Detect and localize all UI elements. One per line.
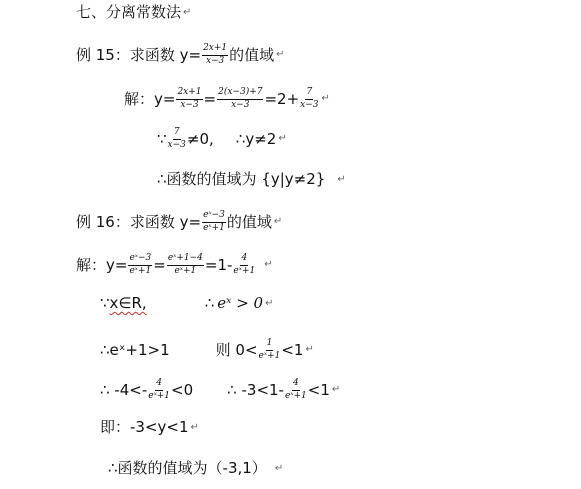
because-symbol: ∵ [157, 129, 167, 148]
fraction-numerator: 2(x−3)+7 [217, 88, 263, 99]
inequality-2-suffix: <1 [307, 380, 330, 399]
solution-fraction-2 [217, 88, 263, 110]
example-16-conclusion [100, 420, 199, 435]
conclusion-text: 即：-3<y<1 [100, 418, 189, 436]
fraction-numerator: 7 [305, 88, 313, 99]
exp-plus-one-gt-one: ∴eˣ+1>1 [100, 340, 170, 359]
paragraph-mark-icon: ↵ [273, 216, 283, 227]
equals-sign: = [203, 89, 217, 108]
paragraph-mark-icon: ↵ [190, 421, 199, 433]
then-prefix: 则 0< [215, 340, 258, 359]
exp-positive: eˣ > 0 [217, 294, 264, 312]
solution-prefix: 解：y= [124, 89, 176, 108]
fraction-denominator: x−3 [167, 139, 186, 150]
range-statement: ∴函数的值域为 {y|y≠2} [157, 170, 326, 188]
example-15-range [157, 172, 346, 187]
therefore-symbol: ∴ [204, 294, 215, 312]
solution-fraction-1 [176, 88, 202, 110]
x-in-reals: x∈R, [109, 294, 147, 312]
fraction-numerator: 7 [173, 128, 181, 139]
fraction-denominator: eˣ+1 [258, 350, 281, 361]
example-16-function-fraction [202, 211, 226, 233]
solution-middle: =1- [204, 255, 233, 274]
paragraph-mark-icon: ↵ [278, 133, 287, 144]
fraction-numerator: 4 [292, 379, 300, 390]
fraction-numerator: eˣ−3 [128, 254, 152, 265]
section-heading [76, 5, 191, 20]
example-16-title [76, 207, 282, 237]
condition-fraction [168, 128, 186, 150]
fraction-numerator: eˣ−3 [202, 211, 226, 222]
fraction-denominator: eˣ+1 [174, 265, 197, 276]
solution-fraction-1 [128, 254, 152, 276]
solution-prefix: 解：y= [76, 255, 128, 274]
paragraph-mark-icon: ↵ [264, 259, 273, 270]
paragraph-mark-icon: ↵ [305, 344, 314, 355]
example-16-step-inequality [100, 375, 340, 405]
fraction-numerator: 4 [155, 379, 163, 390]
example-15-condition [157, 124, 287, 154]
fraction-numerator: 1 [266, 339, 274, 350]
inequality-2-prefix: ∴ -3<1- [227, 380, 284, 399]
example-15-label-tail: 的值域 [229, 45, 275, 64]
then-suffix: <1 [281, 340, 304, 359]
example-16-solution [76, 250, 273, 280]
fraction-denominator: eˣ+1 [203, 222, 225, 233]
then-fraction [259, 339, 281, 361]
inequality-1-fraction [148, 379, 170, 401]
inequality-2-fraction [285, 379, 307, 401]
paragraph-mark-icon: ↵ [265, 297, 274, 309]
fraction-denominator: x−3 [300, 99, 319, 110]
paragraph-mark-icon: ↵ [337, 173, 346, 185]
example-15-title [76, 40, 285, 70]
example-16-step-domain [100, 296, 273, 311]
solution-fraction-3 [233, 254, 255, 276]
fraction-denominator: x−3 [231, 99, 250, 110]
fraction-numerator: 2x+1 [176, 88, 202, 99]
because-symbol: ∵ [100, 294, 110, 312]
fraction-numerator: eˣ+1−4 [167, 254, 204, 265]
paragraph-mark-icon: ↵ [274, 462, 284, 474]
inequality-1-prefix: ∴ -4<- [100, 380, 148, 399]
example-15-label: 例 15：求函数 y= [76, 45, 202, 64]
paragraph-mark-icon: ↵ [331, 384, 341, 395]
fraction-numerator: 2x+1 [202, 44, 228, 55]
range-statement: ∴函数的值域为（-3,1） [108, 459, 267, 477]
solution-fraction-3 [300, 88, 318, 110]
example-16-label-tail: 的值域 [226, 212, 272, 231]
fraction-numerator: 4 [240, 254, 248, 265]
equals-sign: = [153, 255, 166, 274]
heading-text: 七、分离常数法 [76, 3, 182, 21]
inequality-1-suffix: <0 [171, 380, 194, 399]
fraction-denominator: eˣ+1 [233, 265, 256, 276]
fraction-denominator: x−3 [180, 99, 199, 110]
solution-middle: =2+ [264, 89, 300, 108]
fraction-denominator: eˣ+1 [284, 390, 307, 401]
not-equal-zero: ≠0, [186, 129, 214, 148]
paragraph-mark-icon: ↵ [321, 93, 330, 104]
example-15-function-fraction [202, 44, 228, 66]
solution-fraction-2 [167, 254, 204, 276]
therefore-y-not-2: ∴y≠2 [235, 129, 277, 148]
example-15-solution [124, 84, 330, 114]
fraction-denominator: eˣ+1 [129, 265, 152, 276]
example-16-range [108, 461, 283, 476]
fraction-denominator: x−3 [205, 55, 225, 66]
example-16-step-bound [100, 335, 314, 365]
fraction-denominator: eˣ+1 [148, 390, 171, 401]
example-16-label: 例 16：求函数 y= [76, 212, 202, 231]
paragraph-mark-icon: ↵ [183, 6, 192, 18]
paragraph-mark-icon: ↵ [276, 49, 285, 60]
